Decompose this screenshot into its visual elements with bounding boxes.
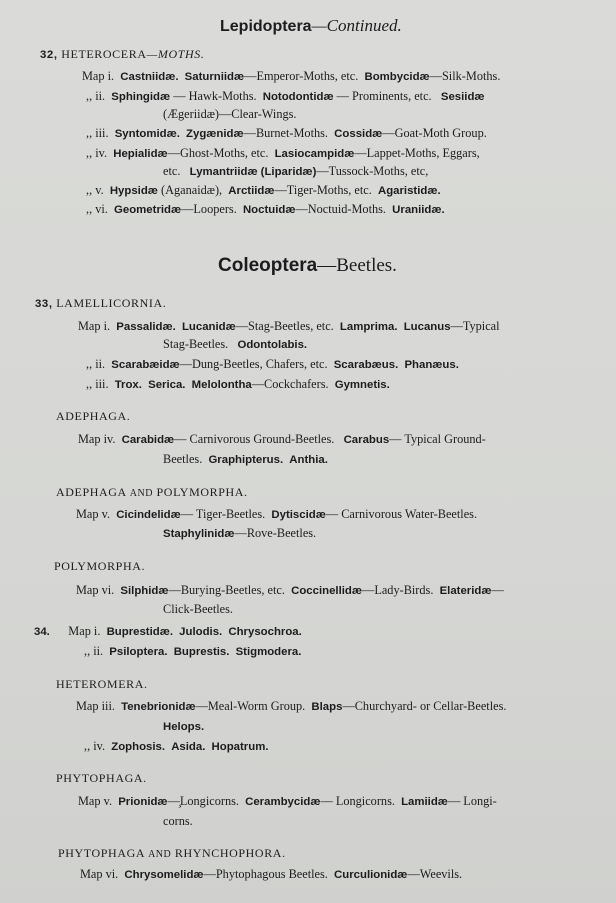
adephaga-map-line: Map iv. Carabidæ— Carnivorous Ground-Beetles. Carabus— Typical Ground- bbox=[78, 432, 486, 446]
adephaga-continuation: Beetles. Graphipterus. Anthia. bbox=[163, 452, 328, 466]
polymorpha-continuation: Click-Beetles. bbox=[163, 602, 234, 616]
map-iii-line: ,, iii. Syntomidæ. Zygænidæ—Burnet-Moths. Cossidæ—Goat-Moth Group. bbox=[86, 126, 487, 140]
phytophaga-heading: PHYTOPHAGA. bbox=[56, 771, 147, 785]
map-vi-line: ,, vi. Geometridæ—Loopers. Noctuidæ—Noctuid-Moths. Uraniidæ. bbox=[86, 202, 445, 216]
map-ii-continuation: (Ægeriidæ)—Clear-Wings. bbox=[163, 107, 297, 121]
map-iv-continuation: etc. Lymantriidæ (Liparidæ)—Tussock-Moths, etc, bbox=[163, 164, 429, 178]
coleoptera-title: Coleoptera—Beetles. bbox=[218, 255, 397, 276]
map-34-ii-line: ,, ii. Psiloptera. Buprestis. Stigmodera. bbox=[84, 644, 302, 658]
adephaga-polymorpha-map-line: Map v. Cicindelidæ— Tiger-Beetles. Dytiscidæ— Carnivorous Water-Beetles. bbox=[76, 507, 478, 521]
polymorpha-map-line: Map vi. Silphidæ—Burying-Beetles, etc. Coccinellidæ—Lady-Birds. Elateridæ— bbox=[76, 583, 504, 597]
map-33-iii-line: ,, iii. Trox. Serica. Melolontha—Cockchafers. Gymnetis. bbox=[86, 377, 390, 391]
map-i-line: Map i. Castniidæ. Saturniidæ—Emperor-Moths, etc. Bombycidæ—Silk-Moths. bbox=[82, 69, 501, 83]
adephaga-polymorpha-heading: ADEPHAGA AND POLYMORPHA. bbox=[56, 485, 248, 499]
phytophaga-continuation: corns. bbox=[163, 814, 193, 828]
phytophaga-map-line: Map v. Prionidæ—̧Longicorns. Cerambycidæ— Longicorns. Lamiidæ— Longi- bbox=[78, 794, 497, 808]
adephaga-heading: ADEPHAGA. bbox=[56, 409, 131, 423]
map-34-iv-line: ,, iv. Zophosis. Asida. Hopatrum. bbox=[84, 739, 269, 753]
heteromera-heading: HETEROMERA. bbox=[56, 677, 148, 691]
adephaga-polymorpha-continuation: Staphylinidæ—Rove-Beetles. bbox=[163, 526, 317, 540]
heteromera-map-line: Map iii. Tenebrionidæ—Meal-Worm Group. Blaps—Churchyard- or Cellar-Beetles. bbox=[76, 699, 507, 713]
polymorpha-heading: POLYMORPHA. bbox=[54, 559, 146, 573]
section-32-heading: 32, HETEROCERA—MOTHS. bbox=[40, 47, 205, 61]
map-33-ii-line: ,, ii. Scarabæidæ—Dung-Beetles, Chafers, etc. Scarabæus. Phanæus. bbox=[86, 357, 459, 371]
section-34-line: 34. Map i. Buprestidæ. Julodis. Chrysochroa. bbox=[34, 624, 302, 638]
section-33-heading: 33, LAMELLICORNIA. bbox=[35, 296, 167, 310]
phytophaga-rhynchophora-heading: PHYTOPHAGA AND RHYNCHOPHORA. bbox=[58, 846, 286, 860]
heteromera-continuation: Helops. bbox=[163, 721, 205, 733]
phytophaga-rhynchophora-map-line: Map vi. Chrysomelidæ—Phytophagous Beetles. Curculionidæ—Weevils. bbox=[80, 867, 463, 881]
map-v-line: ,, v. Hypsidæ (Aganaidæ), Arctiidæ—Tiger-Moths, etc. Agaristidæ. bbox=[86, 183, 441, 197]
map-33-i-continuation: Stag-Beetles. Odontolabis. bbox=[163, 337, 308, 351]
map-iv-line: ,, iv. Hepialidæ—Ghost-Moths, etc. Lasiocampidæ—Lappet-Moths, Eggars, bbox=[86, 146, 480, 160]
map-ii-line: ,, ii. Sphingidæ — Hawk-Moths. Notodontidæ — Prominents, etc. Sesiidæ bbox=[86, 89, 485, 103]
lepidoptera-title: Lepidoptera—Continued. bbox=[220, 16, 402, 35]
map-33-i-line: Map i. Passalidæ. Lucanidæ—Stag-Beetles, etc. Lamprima. Lucanus—Typical bbox=[78, 319, 500, 333]
